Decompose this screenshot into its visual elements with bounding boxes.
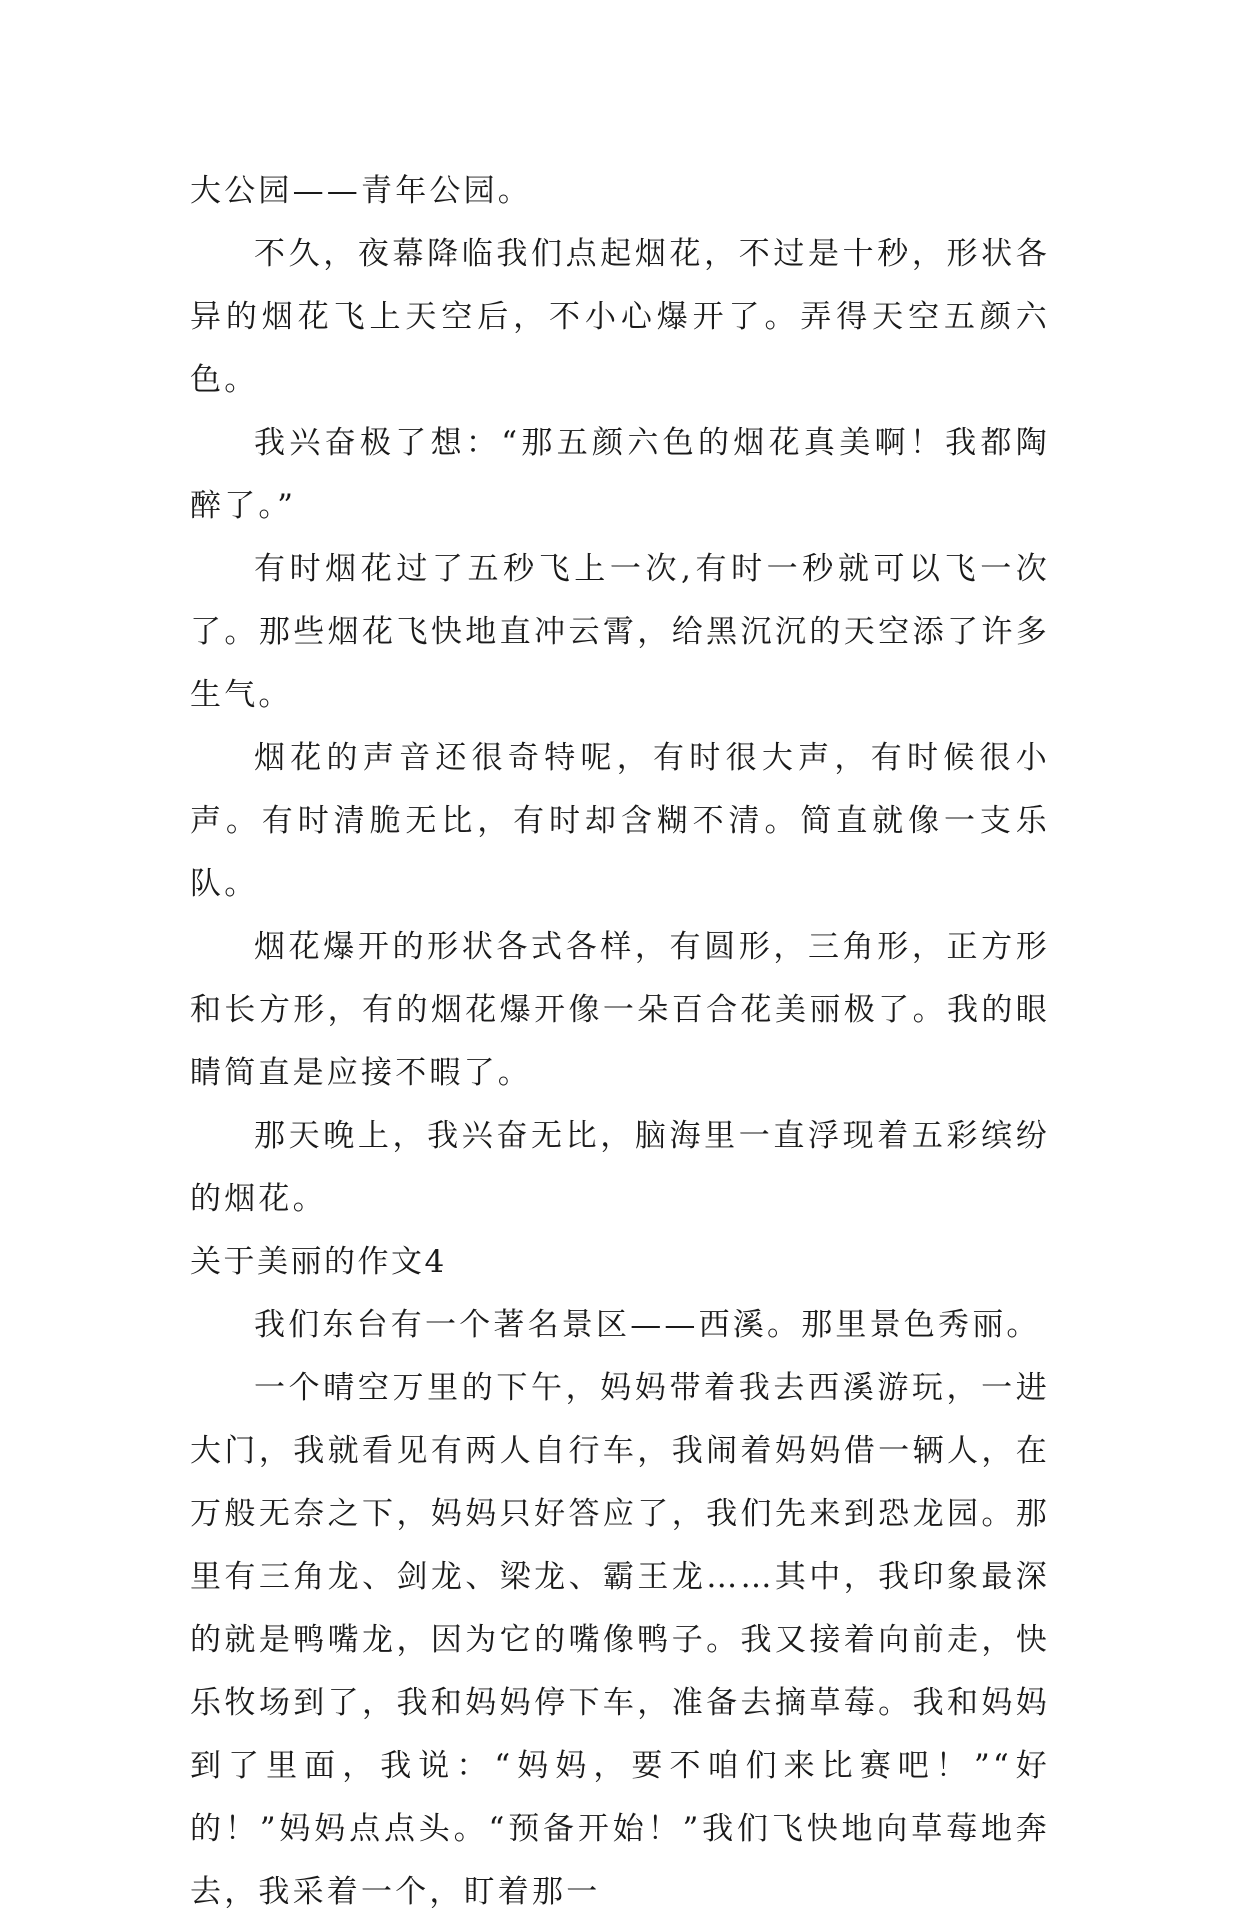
paragraph-that-night: 那天晚上，我兴奋无比，脑海里一直浮现着五彩缤纷的烟花。 <box>190 1118 1050 1217</box>
paragraph-xixi-trip: 一个晴空万里的下午，妈妈带着我去西溪游玩，一进大门，我就看见有两人自行车，我闹着妈妈借一辆人，在万般无奈之下，妈妈只好答应了，我们先来到恐龙园。那里有三角龙、剑龙、梁龙、霸王龙……其中，我印象最深的就是鸭嘴龙，因为它的嘴像鸭子。我又接着向前走，快乐牧场到了，我和妈妈停下车，准备去摘草莓。我和妈妈到了里面，我说：“妈妈，要不咱们来比赛吧！”“好的！”妈妈点点头。“预备开始！”我们飞快地向草莓地奔去，我采着一个，盯着那一 <box>190 1370 1050 1910</box>
paragraph-excited-thought: 我兴奋极了想：“那五颜六色的烟花真美啊！我都陶醉了。” <box>190 425 1050 524</box>
paragraph-fireworks-begin: 不久，夜幕降临我们点起烟花，不过是十秒，形状各异的烟花飞上天空后，不小心爆开了。弄得天空五颜六色。 <box>190 236 1050 398</box>
document-page <box>190 160 1050 1924</box>
paragraph-xixi-intro: 我们东台有一个著名景区——西溪。那里景色秀丽。 <box>254 1307 1041 1343</box>
essay-heading: 关于美丽的作文4 <box>190 1244 447 1280</box>
paragraph-fireworks-sound: 烟花的声音还很奇特呢，有时很大声，有时候很小声。有时清脆无比，有时却含糊不清。简直就像一支乐队。 <box>190 740 1050 902</box>
paragraph-fireworks-shapes: 烟花爆开的形状各式各样，有圆形，三角形，正方形和长方形，有的烟花爆开像一朵百合花美丽极了。我的眼睛简直是应接不暇了。 <box>190 929 1050 1091</box>
paragraph-fireworks-timing: 有时烟花过了五秒飞上一次,有时一秒就可以飞一次了。那些烟花飞快地直冲云霄，给黑沉沉的天空添了许多生气。 <box>190 551 1050 713</box>
paragraph-continuation: 大公园——青年公园。 <box>190 173 532 209</box>
